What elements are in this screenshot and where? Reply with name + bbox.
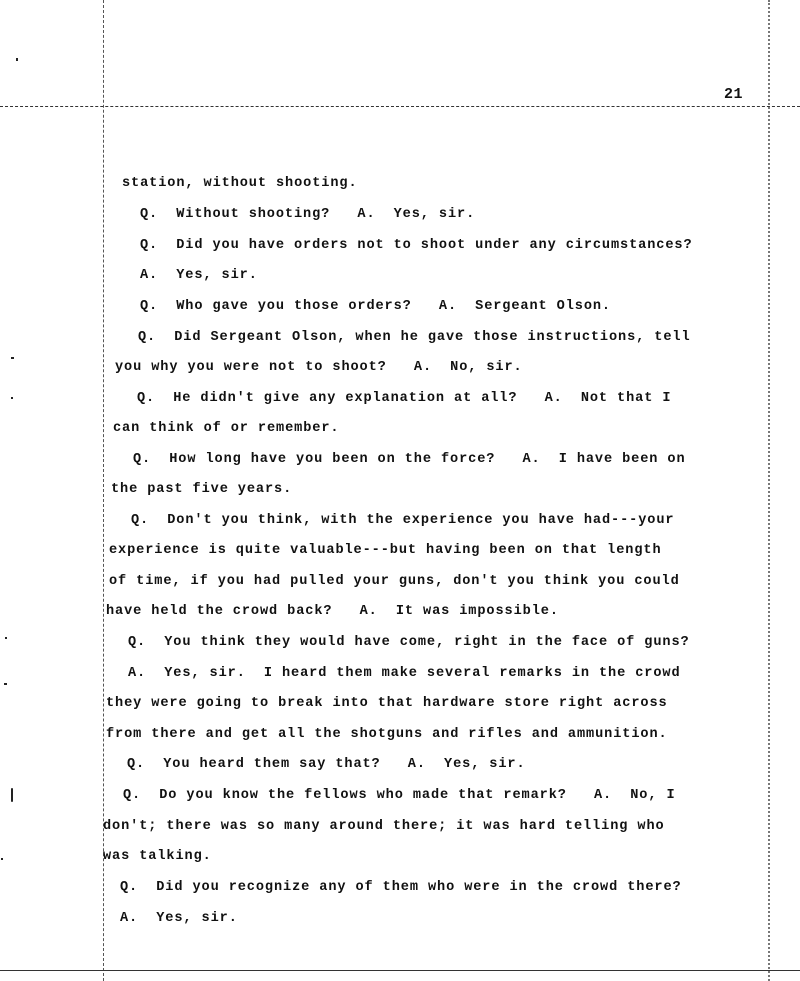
right-margin-line <box>768 0 770 981</box>
transcript-line: Q. Who gave you those orders? A. Sergeant Olson. <box>140 299 611 314</box>
scan-speck <box>11 397 13 399</box>
scan-speck <box>5 637 7 639</box>
transcript-line: Q. You think they would have come, right in the face of guns? <box>128 635 690 650</box>
transcript-line: Q. He didn't give any explanation at all? A. Not that I <box>137 391 672 406</box>
scan-speck <box>4 683 7 685</box>
transcript-line: Q. Don't you think, with the experience you have had---your <box>131 513 675 528</box>
transcript-line: Q. Did Sergeant Olson, when he gave those instructions, tell <box>138 330 691 345</box>
transcript-line: you why you were not to shoot? A. No, sir. <box>115 360 523 375</box>
transcript-line: was talking. <box>103 849 212 864</box>
scan-speck <box>1 858 3 860</box>
transcript-line: Q. Did you recognize any of them who were in the crowd there? <box>120 880 682 895</box>
transcript-line: Q. Without shooting? A. Yes, sir. <box>140 207 476 222</box>
transcript-line: A. Yes, sir. <box>140 268 258 283</box>
page-number: 21 <box>724 86 744 103</box>
transcript-line: of time, if you had pulled your guns, don't you think you could <box>109 574 680 589</box>
transcript-line: Q. You heard them say that? A. Yes, sir. <box>127 757 526 772</box>
transcript-line: experience is quite valuable---but having been on that length <box>109 543 662 558</box>
transcript-line: Q. Do you know the fellows who made that remark? A. No, I <box>123 788 676 803</box>
transcript-line: the past five years. <box>111 482 293 497</box>
transcript-line: can think of or remember. <box>113 421 340 436</box>
transcript-line: they were going to break into that hardware store right across <box>106 696 668 711</box>
transcript-line: have held the crowd back? A. It was impossible. <box>106 604 559 619</box>
transcript-line: Q. How long have you been on the force? A. I have been on <box>133 452 686 467</box>
top-rule <box>0 106 800 107</box>
transcript-line: A. Yes, sir. <box>120 911 238 926</box>
scan-speck <box>11 788 13 802</box>
transcript-line: Q. Did you have orders not to shoot under any circumstances? <box>140 238 693 253</box>
scan-speck <box>11 357 14 359</box>
transcript-line: A. Yes, sir. I heard them make several remarks in the crowd <box>128 666 681 681</box>
transcript-line: station, without shooting. <box>122 176 358 191</box>
transcript-line: from there and get all the shotguns and rifles and ammunition. <box>106 727 668 742</box>
bottom-rule <box>0 970 800 971</box>
transcript-line: don't; there was so many around there; it was hard telling who <box>103 819 665 834</box>
scan-speck <box>16 58 18 61</box>
